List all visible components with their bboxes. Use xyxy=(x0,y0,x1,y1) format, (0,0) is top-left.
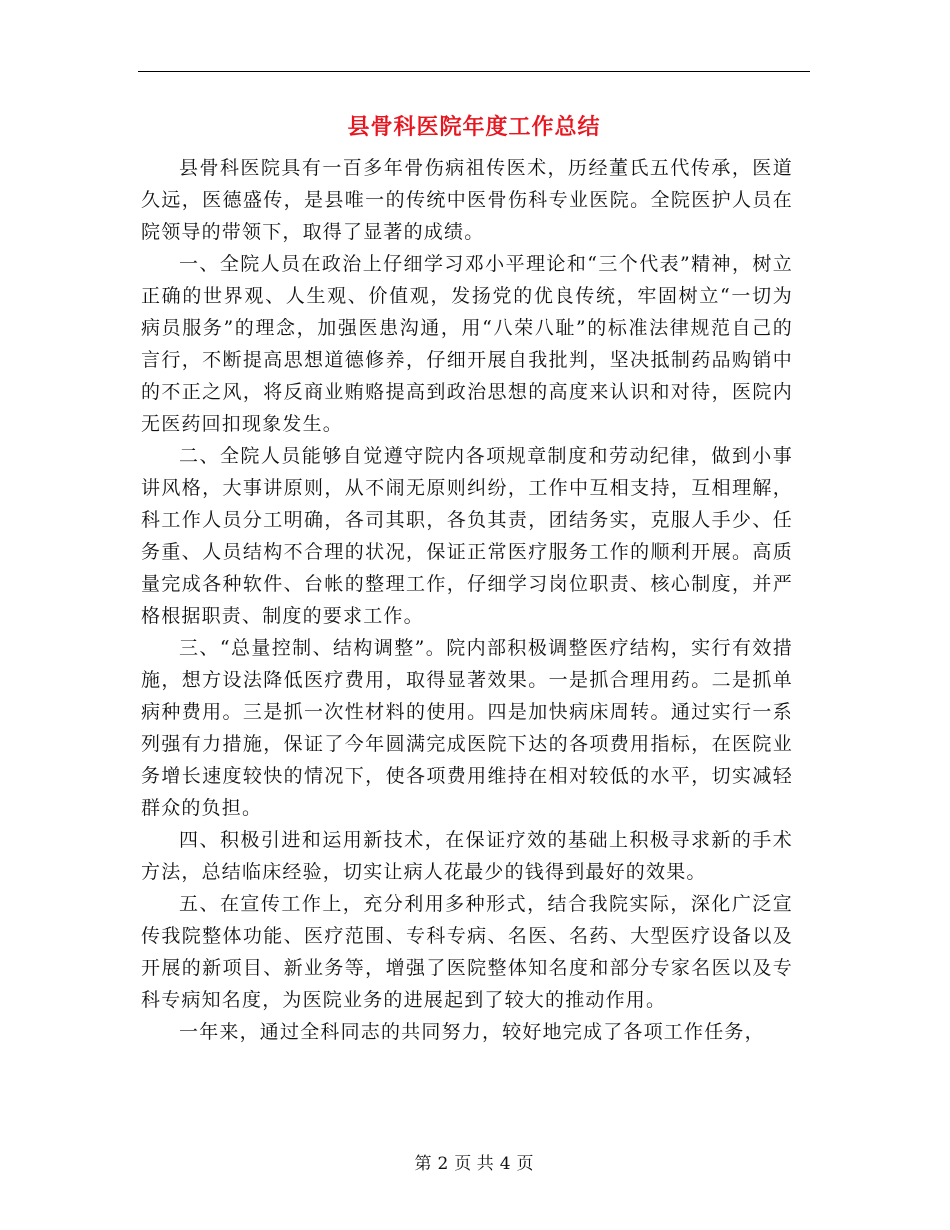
header-rule xyxy=(138,71,810,72)
paragraph-section-3: 三、“总量控制、结构调整”。院内部积极调整医疗结构，实行有效措施，想方设法降低医疗费用，取得显著效果。一是抓合理用药。二是抓单病种费用。三是抓一次性材料的使用。四是加快病床周转。通过实行一系列强有力措施，保证了今年圆满完成医院下达的各项费用指标，在医院业务增长速度较快的情况下，使各项费用维持在相对较低的水平，切实减轻群众的负担。 xyxy=(141,637,793,819)
document-body xyxy=(141,152,793,1048)
document-title: 县骨科医院年度工作总结 xyxy=(347,114,601,140)
paragraph-section-5: 五、在宣传工作上，充分利用多种形式，结合我院实际，深化广泛宣传我院整体功能、医疗范围、专科专病、名医、名药、大型医疗设备以及开展的新项目、新业务等，增强了医院整体知名度和部分专家名医以及专科专病知名度，为医院业务的进展起到了较大的推动作用。 xyxy=(141,893,793,1011)
footer-suffix: 页 xyxy=(516,1154,534,1174)
footer-page-number: 2 xyxy=(437,1154,449,1174)
paragraph-intro: 县骨科医院具有一百多年骨伤病祖传医术，历经董氏五代传承，医道久远，医德盛传，是县唯一的传统中医骨伤科专业医院。全院医护人员在院领导的带领下，取得了显著的成绩。 xyxy=(141,157,793,243)
footer-middle: 页 共 xyxy=(454,1154,494,1174)
paragraph-section-2: 二、全院人员能够自觉遵守院内各项规章制度和劳动纪律，做到小事讲风格，大事讲原则，从不闹无原则纠纷，工作中互相支持，互相理解，科工作人员分工明确，各司其职，各负其责，团结务实，克服人手少、任务重、人员结构不合理的状况，保证正常医疗服务工作的顺利开展。高质量完成各种软件、台帐的整理工作，仔细学习岗位职责、核心制度，并严格根据职责、制度的要求工作。 xyxy=(141,445,793,627)
page-footer xyxy=(138,1152,810,1176)
paragraph-section-1: 一、全院人员在政治上仔细学习邓小平理论和“三个代表”精神，树立正确的世界观、人生观、价值观，发扬党的优良传统，牢固树立“一切为病员服务”的理念，加强医患沟通，用“八荣八耻”的标准法律规范自己的言行，不断提高思想道德修养，仔细开展自我批判，坚决抵制药品购销中的不正之风，将反商业贿赂提高到政治思想的高度来认识和对待，医院内无医药回扣现象发生。 xyxy=(141,253,793,435)
footer-total-pages: 4 xyxy=(499,1154,511,1174)
paragraph-section-4: 四、积极引进和运用新技术，在保证疗效的基础上积极寻求新的手术方法，总结临床经验，切实让病人花最少的钱得到最好的效果。 xyxy=(141,829,793,883)
footer-prefix: 第 xyxy=(414,1154,432,1174)
paragraph-closing: 一年来，通过全科同志的共同努力，较好地完成了各项工作任务， xyxy=(179,1021,765,1043)
